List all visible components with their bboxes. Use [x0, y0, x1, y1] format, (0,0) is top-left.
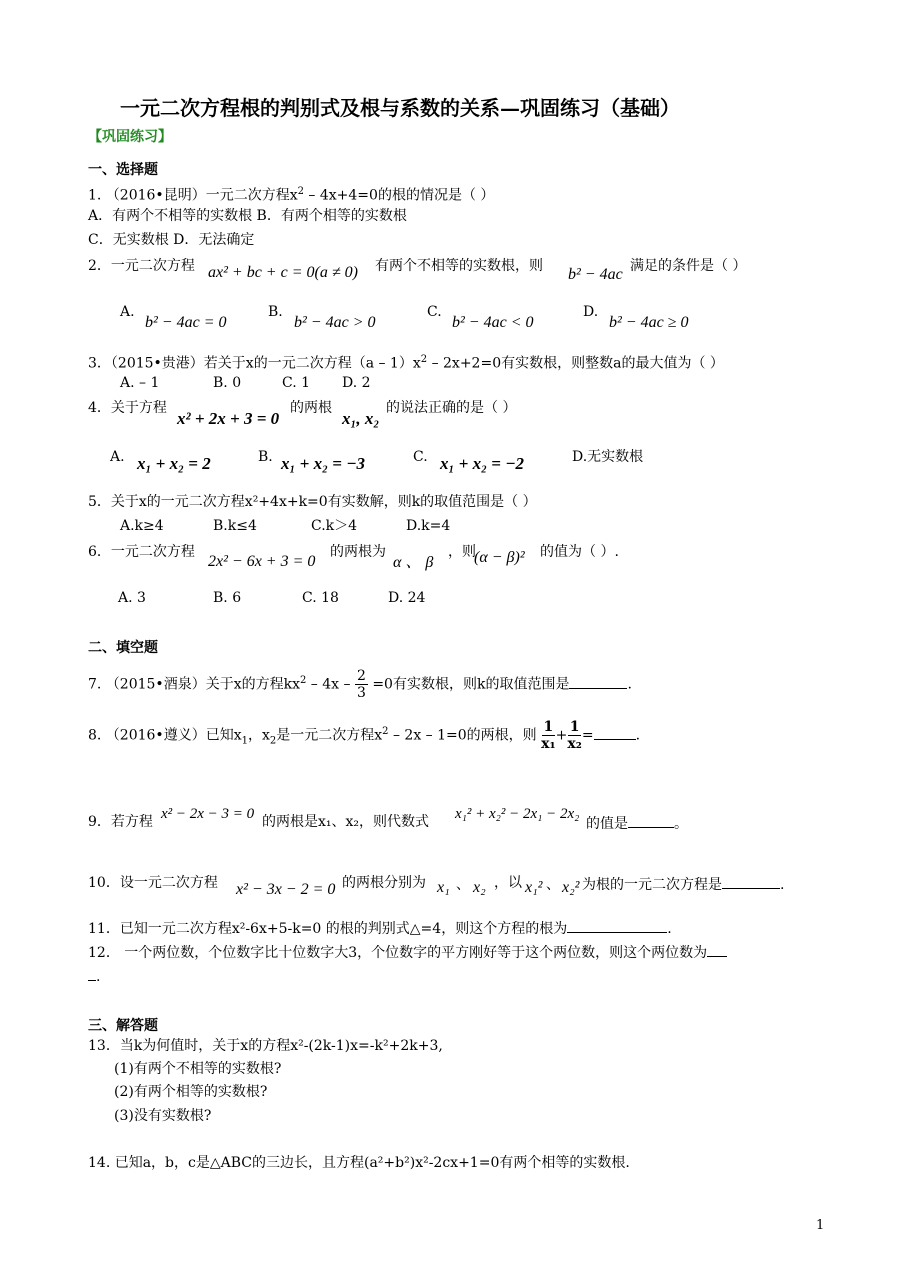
question-3-option-c: C. 1 [282, 375, 311, 391]
question-3-option-a: A. – 1 [120, 375, 160, 391]
question-10-sep: 、 [456, 877, 470, 893]
question-6-stem-tail: 的值为（ ）. [540, 544, 619, 560]
question-6-stem-start: 6．一元二次方程 [88, 544, 195, 560]
question-4-option-d: D.无实数根 [572, 449, 644, 465]
question-1-stem: 1. （2016•昆明）一元二次方程$x^2 - 4x+4=0$的根的情况是（ ） [88, 186, 495, 204]
question-6-roots: α 、 β [393, 554, 434, 571]
question-4-option-c-label: C. [413, 449, 428, 465]
question-8: 8. （2016•遵义）已知$x_1$，$x_2$是一元二次方程$x^2 - 2x - 1=0$的两根，则 $\frac{1}{\text{x₁}}$ + $\frac{1}{\text{x₂}}$ = . [88, 719, 641, 752]
question-9-stem-mid: 的两根是x₁、x₂，则代数式 [262, 814, 430, 830]
question-8-answer-blank[interactable] [594, 725, 636, 740]
question-2-stem-mid: 有两个不相等的实数根，则 [375, 258, 543, 274]
question-2-option-b: b² − 4ac > 0 [294, 314, 376, 331]
question-4-equation: x² + 2x + 3 = 0 [177, 409, 280, 428]
section-answer-heading: 三、解答题 [88, 1018, 158, 1034]
question-1-options-ab: A．有两个不相等的实数根 B．有两个相等的实数根 [88, 208, 407, 224]
question-6-stem-mid2: ，则 [448, 544, 476, 560]
question-10-root-2-squared: x₂² [562, 879, 580, 896]
page-title: 一元二次方程根的判别式及根与系数的关系—巩固练习（基础） [120, 96, 680, 120]
question-13-part-2: (2)有两个相等的实数根? [114, 1084, 268, 1100]
question-2-stem-start: 2．一元二次方程 [88, 258, 195, 274]
question-6-expression: (α − β)² [474, 549, 525, 566]
question-2-stem-tail: 满足的条件是（ ） [630, 258, 747, 274]
question-12-answer-blank-cont[interactable] [88, 966, 96, 981]
question-6-option-c: C. 18 [302, 590, 339, 606]
question-10-root-1-squared: x₁² [525, 879, 543, 896]
question-10-stem-start: 10．设一元二次方程 [88, 875, 218, 891]
question-5-option-a: A.k≥4 [120, 518, 164, 534]
question-12-line-1: 12． 一个两位数，个位数字比十位数字大3，个位数字的平方刚好等于这个两位数，则这个两位数为 [88, 942, 727, 962]
question-7: 7. （2015•酒泉）关于x的方程$kx^2 - 4x$ – $\frac{2}{3}$ =0有实数根，则k的取值范围是 . [88, 668, 632, 701]
question-6-equation: 2x² − 6x + 3 = 0 [208, 553, 316, 570]
question-5-option-c: C.k＞4 [311, 518, 358, 534]
question-2-expression: b² − 4ac [568, 266, 623, 283]
section-choice-heading: 一、选择题 [88, 162, 158, 178]
question-9-tail: 的值是 。 [586, 813, 688, 833]
question-13-part-1: (1)有两个不相等的实数根? [114, 1061, 282, 1077]
question-2-equation: ax² + bc + c = 0(a ≠ 0) [208, 264, 358, 281]
question-11-answer-blank[interactable] [567, 918, 667, 933]
question-4-option-b-label: B. [258, 449, 273, 465]
question-7-answer-blank[interactable] [569, 674, 627, 689]
question-10-stem-mid2: ，以 [494, 875, 522, 891]
question-2-option-d: b² − 4ac ≥ 0 [609, 314, 689, 331]
question-2-option-c: b² − 4ac < 0 [452, 314, 534, 331]
question-4-option-a-label: A. [110, 449, 125, 465]
question-10-root-1: x₁ [437, 879, 450, 896]
question-10-root-2: x₂ [473, 879, 486, 896]
question-13-stem: 13．当k为何值时，关于x的方程x²-(2k-1)x=-k²+2k+3, [88, 1038, 443, 1054]
question-6-option-d: D. 24 [388, 590, 426, 606]
practice-tag: 【巩固练习】 [88, 129, 172, 145]
question-4-stem-tail: 的说法正确的是（ ） [386, 400, 517, 416]
question-10-equation: x² − 3x − 2 = 0 [236, 881, 336, 898]
question-5-option-d: D.k=4 [406, 518, 451, 534]
question-9-answer-blank[interactable] [628, 813, 674, 828]
question-13-part-3: (3)没有实数根? [114, 1108, 212, 1124]
question-10-sep-2: 、 [546, 877, 560, 893]
question-4-roots: x₁, x₂ [342, 409, 380, 428]
question-2-option-a: b² − 4ac = 0 [145, 314, 227, 331]
page-number: 1 [816, 1218, 825, 1233]
question-2-option-a-label: A. [120, 304, 135, 320]
question-12-line-2: . [88, 966, 100, 986]
question-11: 11．已知一元二次方程x²-6x+5-k=0 的根的判别式△=4，则这个方程的根为 . [88, 918, 672, 938]
question-4-stem-mid: 的两根 [290, 400, 332, 416]
question-4-option-b: x₁ + x₂ = −3 [281, 454, 366, 473]
question-2-option-c-label: C. [427, 304, 442, 320]
question-10-answer-blank[interactable] [722, 874, 780, 889]
question-12-answer-blank[interactable] [707, 942, 727, 957]
section-fill-heading: 二、填空题 [88, 640, 158, 656]
question-2-option-d-label: D. [583, 304, 599, 320]
question-9-expression: x₁² + x₂² − 2x₁ − 2x₂ [455, 806, 580, 822]
question-4-option-c: x₁ + x₂ = −2 [440, 454, 525, 473]
question-9-stem-start: 9．若方程 [88, 814, 153, 830]
question-4-stem-start: 4．关于方程 [88, 400, 167, 416]
question-1-options-cd: C．无实数根 D．无法确定 [88, 232, 255, 248]
question-5-option-b: B.k≤4 [213, 518, 257, 534]
question-3-stem: 3．（2015•贵港）若关于x的一元二次方程$(a - 1)x^2 - 2x+2=0$有实数根，则整数a的最大值为（ ） [88, 354, 724, 372]
question-6-option-a: A. 3 [118, 590, 146, 606]
question-5-stem: 5．关于x的一元二次方程x²+4x+k=0有实数解，则k的取值范围是（ ） [88, 494, 537, 510]
question-3-option-b: B. 0 [213, 375, 242, 391]
question-10-stem-mid: 的两根分别为 [342, 875, 426, 891]
question-3-option-d: D. 2 [342, 375, 371, 391]
question-14-stem: 14. 已知a，b，c是△ABC的三边长，且方程(a²+b²)x²-2cx+1=0有两个相等的实数根. [88, 1155, 630, 1171]
question-2-option-b-label: B. [268, 304, 283, 320]
question-9-equation: x² − 2x − 3 = 0 [161, 806, 255, 822]
question-6-option-b: B. 6 [213, 590, 242, 606]
question-10-tail: 为根的一元二次方程是 . [582, 874, 784, 894]
question-6-stem-mid: 的两根为 [330, 544, 386, 560]
question-4-option-a: x₁ + x₂ = 2 [137, 454, 211, 473]
